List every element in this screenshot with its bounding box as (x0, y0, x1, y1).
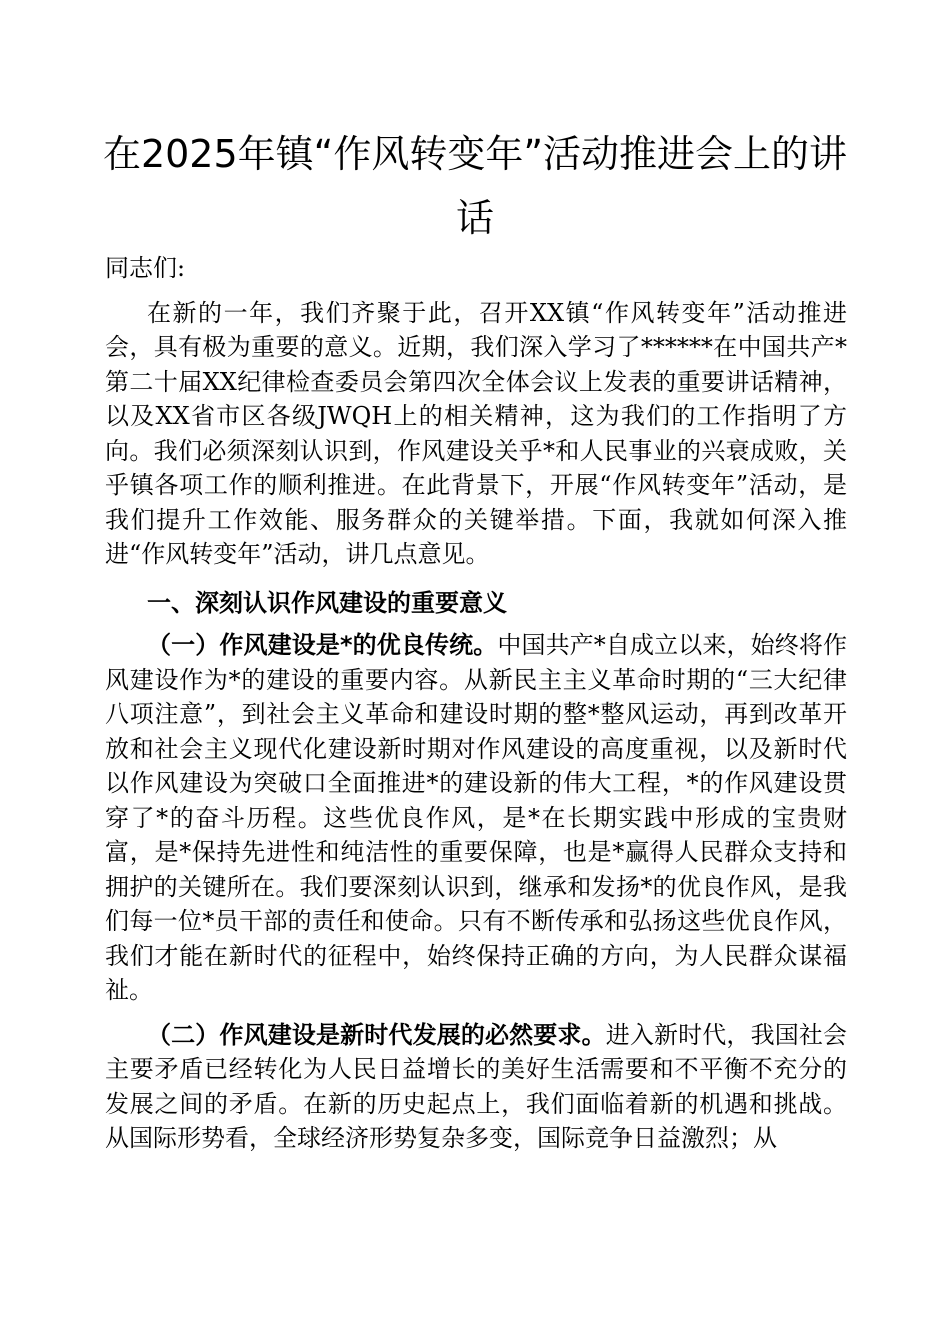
section-heading: 一、深刻认识作风建设的重要意义 (147, 588, 507, 617)
document-body (105, 251, 847, 1156)
paragraph-1 (105, 628, 847, 1008)
paragraph-1-text: 中国共产*自成立以来，始终将作风建设作为*的建设的重要内容。从新民主主义革命时期的“三大纪律八项注意”，到社会主义革命和建设时期的整*整风运动，再到改革开放和社会主义现代化建设新时期对作风建设的高度重视，以及新时代以作风建设为突破口全面推进*的建设新的伟大工程，*的作风建设贯穿了*的奋斗历程。这些优良作风，是*在长期实践中形成的宝贵财富，是*保持先进性和纯洁性的重要保障，也是*赢得人民群众支持和拥护的关键所在。我们要深刻认识到，继承和发扬*的优良作风，是我们每一位*员干部的责任和使命。只有不断传承和弘扬这些优良作风，我们才能在新时代的征程中，始终保持正确的方向，为人民群众谋福祉。 (105, 631, 847, 1004)
intro-paragraph: 在新的一年，我们齐聚于此，召开XX镇“作风转变年”活动推进会，具有极为重要的意义。近期，我们深入学习了******在中国共产*第二十届XX纪律检查委员会第四次全体会议上发表的重要讲话精神，以及XX省市区各级JWQH上的相关精神，这为我们的工作指明了方向。我们必须深刻认识到，作风建设关乎*和人民事业的兴衰成败，关乎镇各项工作的顺利推进。在此背景下，开展“作风转变年”活动，是我们提升工作效能、服务群众的关键举措。下面，我就如何深入推进“作风转变年”活动，讲几点意见。 (105, 298, 847, 568)
paragraph-2-lead: （二）作风建设是新时代发展的必然要求。 (147, 1020, 606, 1049)
paragraph-2 (105, 1018, 847, 1156)
paragraph-2-text: 进入新时代，我国社会主要矛盾已经转化为人民日益增长的美好生活需要和不平衡不充分的发展之间的矛盾。在新的历史起点上，我们面临着新的机遇和挑战。从国际形势看，全球经济形势复杂多变，国际竞争日益激烈；从 (105, 1020, 848, 1152)
paragraph-1-lead: （一）作风建设是*的优良传统。 (147, 631, 498, 659)
document-title: 在2025年镇“作风转变年”活动推进会上的讲话 (102, 132, 848, 240)
salutation: 同志们: (105, 254, 186, 282)
